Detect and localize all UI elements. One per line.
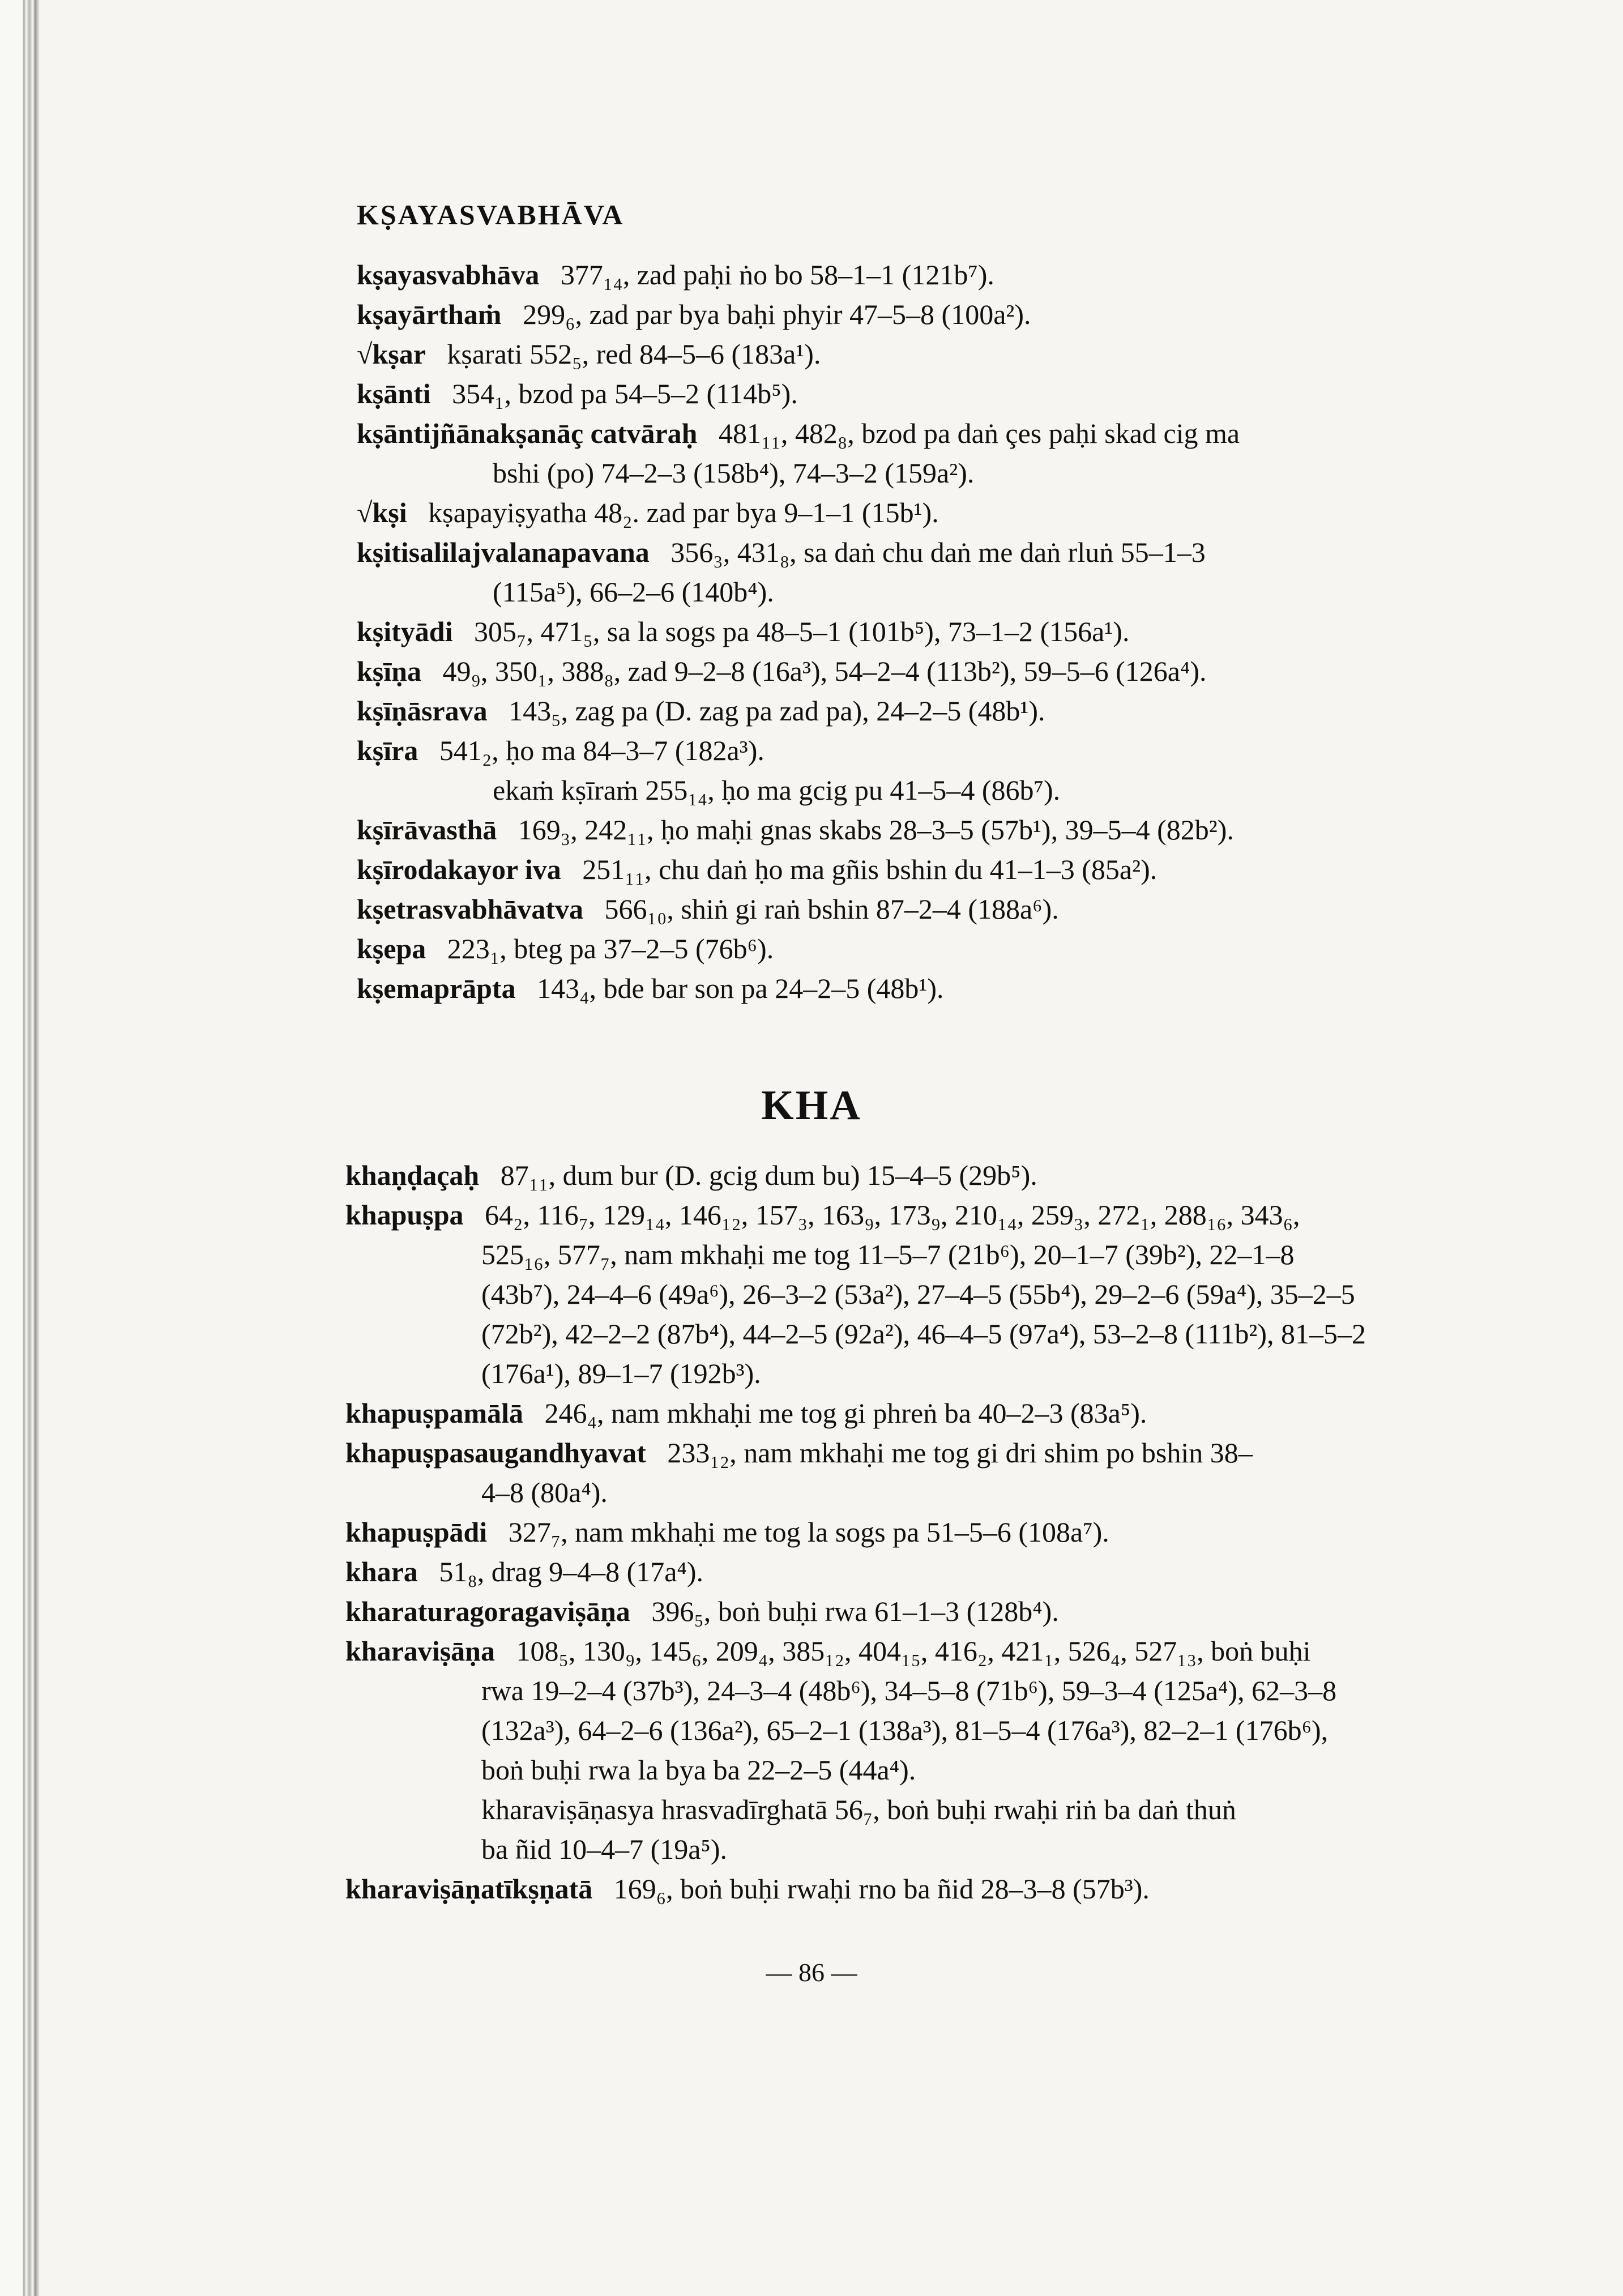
entry-text: 108₅, 130₉, 145₆, 209₄, 385₁₂, 404₁₅, 416₂, 421₁, 526₄, 527₁₃, boṅ buḥi — [494, 1635, 1311, 1667]
page-number: — 86 — — [766, 1958, 857, 1987]
entry-text: 64₂, 116₇, 129₁₄, 146₁₂, 157₃, 163₉, 173₉, 210₁₄, 259₃, 272₁, 288₁₆, 343₆, — [463, 1199, 1300, 1231]
headword: kṣīṇa — [357, 655, 421, 687]
dictionary-entry — [357, 374, 1495, 413]
dictionary-entry — [357, 651, 1495, 691]
headword: kṣetrasvabhāvatva — [357, 893, 584, 925]
entry-line — [345, 1512, 1501, 1552]
dictionary-entry — [357, 334, 1495, 374]
entry-text: 305₇, 471₅, sa la sogs pa 48–5–1 (101b⁵), 73–1–2 (156a¹). — [452, 616, 1130, 647]
dictionary-entry — [357, 889, 1495, 929]
entry-text: 377₁₄, zad paḥi ṅo bo 58–1–1 (121b⁷). — [539, 259, 994, 291]
entry-text: 51₈, drag 9–4–8 (17a⁴). — [417, 1556, 704, 1587]
entry-text: 169₆, boṅ buḥi rwaḥi rno ba ñid 28–3–8 (57b³). — [592, 1873, 1150, 1905]
entry-continuation: ba ñid 10–4–7 (19a⁵). — [481, 1833, 728, 1865]
entry-text: 354₁, bzod pa 54–5–2 (114b⁵). — [430, 378, 798, 409]
entry-line — [357, 413, 1495, 453]
dictionary-entry — [357, 968, 1495, 1008]
entry-line — [357, 493, 1495, 532]
entry-text: 356₃, 431₈, sa daṅ chu daṅ me daṅ rluṅ 55–1–3 — [649, 536, 1206, 568]
dictionary-entry — [357, 691, 1495, 731]
headword: khapuṣpādi — [345, 1516, 488, 1548]
headword: khaṇḍaçaḥ — [345, 1159, 480, 1191]
entry-line — [345, 1393, 1501, 1433]
headword: kṣīra — [357, 735, 418, 766]
entry-continuation: 525₁₆, 577₇, nam mkhaḥi me tog 11–5–7 (21b⁶), 20–1–7 (39b²), 22–1–8 — [481, 1239, 1295, 1270]
dictionary-entry — [345, 1433, 1501, 1512]
entry-continuation: (43b⁷), 24–4–6 (49a⁶), 26–3–2 (53a²), 27–4–5 (55b⁴), 29–2–6 (59a⁴), 35–2–5 — [481, 1278, 1355, 1310]
headword: kṣīṇāsrava — [357, 695, 488, 727]
headword: khapuṣpasaugandhyavat — [345, 1437, 646, 1469]
headword: khara — [345, 1556, 418, 1587]
entry-continuation: boṅ buḥi rwa la bya ba 22–2–5 (44a⁴). — [481, 1754, 916, 1786]
entry-line — [357, 731, 1495, 770]
headword: kharaviṣāṇa — [345, 1635, 495, 1667]
entry-continuation: (72b²), 42–2–2 (87b⁴), 44–2–5 (92a²), 46–4–5 (97a⁴), 53–2–8 (111b²), 81–5–2 — [481, 1318, 1366, 1350]
entry-text: kṣapayiṣyatha 48₂. zad par bya 9–1–1 (15b¹). — [407, 497, 939, 528]
entry-text: kṣarati 552₅, red 84–5–6 (183a¹). — [425, 338, 821, 370]
dictionary-entry — [357, 532, 1495, 612]
dictionary-entry — [357, 413, 1495, 493]
dictionary-entry — [357, 295, 1495, 334]
entry-line — [357, 968, 1495, 1008]
entry-line — [357, 532, 1495, 572]
entry-text: 541₂, ḥo ma 84–3–7 (182a³). — [418, 735, 764, 766]
section-title: KHA — [761, 1082, 862, 1129]
entry-text: 327₇, nam mkhaḥi me tog la sogs pa 51–5–6 (108a⁷). — [487, 1516, 1109, 1548]
dictionary-entry — [357, 929, 1495, 968]
entry-line — [357, 691, 1495, 731]
dictionary-entry — [345, 1869, 1501, 1909]
dictionary-entry — [345, 1631, 1501, 1869]
entry-text: 251₁₁, chu daṅ ḥo ma gñis bshin du 41–1–3 (85a²). — [561, 853, 1158, 885]
dictionary-entry — [357, 612, 1495, 651]
dictionary-entry — [345, 1155, 1501, 1195]
entries-ks — [357, 255, 1495, 1008]
headword: √kṣar — [357, 338, 426, 370]
entry-continuation: (115a⁵), 66–2–6 (140b⁴). — [493, 576, 774, 608]
entry-line — [345, 1552, 1501, 1591]
dictionary-entry — [345, 1591, 1501, 1631]
headword: kṣityādi — [357, 616, 453, 647]
entry-text: 481₁₁, 482₈, bzod pa daṅ çes paḥi skad cig ma — [697, 417, 1240, 449]
entry-text: 49₉, 350₁, 388₈, zad 9–2–8 (16a³), 54–2–4 (113b²), 59–5–6 (126a⁴). — [421, 655, 1207, 687]
entry-line — [345, 1195, 1501, 1235]
entry-continuation: (176a¹), 89–1–7 (192b³). — [481, 1358, 761, 1389]
entry-text: 246₄, nam mkhaḥi me tog gi phreṅ ba 40–2–3 (83a⁵). — [523, 1397, 1147, 1429]
entry-line — [357, 810, 1495, 850]
running-header: KṢAYASVABHĀVA — [357, 199, 625, 231]
entry-text: 143₅, zag pa (D. zag pa zad pa), 24–2–5 (48b¹). — [487, 695, 1045, 727]
headword: kṣepa — [357, 933, 426, 965]
book-binding-edge — [0, 0, 62, 2296]
entry-line — [357, 850, 1495, 889]
dictionary-entry — [345, 1512, 1501, 1552]
entry-text: 143₄, bde bar son pa 24–2–5 (48b¹). — [515, 972, 944, 1004]
entry-line — [357, 295, 1495, 334]
entry-line — [357, 374, 1495, 413]
entry-line — [357, 612, 1495, 651]
dictionary-entry — [357, 493, 1495, 532]
entry-continuation: bshi (po) 74–2–3 (158b⁴), 74–3–2 (159a²). — [493, 457, 975, 489]
headword: kṣitisalilajvalanapavana — [357, 536, 650, 568]
headword: kharaviṣāṇatīkṣṇatā — [345, 1873, 593, 1905]
entries-kha — [345, 1155, 1501, 1909]
entry-line — [357, 929, 1495, 968]
entry-text: 169₃, 242₁₁, ḥo maḥi gnas skabs 28–3–5 (57b¹), 39–5–4 (82b²). — [497, 814, 1234, 846]
entry-line — [357, 651, 1495, 691]
entry-text: 396₅, boṅ buḥi rwa 61–1–3 (128b⁴). — [630, 1595, 1059, 1627]
headword: kṣīrāvasthā — [357, 814, 497, 846]
headword: √kṣi — [357, 497, 407, 528]
entry-continuation: rwa 19–2–4 (37b³), 24–3–4 (48b⁶), 34–5–8 (71b⁶), 59–3–4 (125a⁴), 62–3–8 — [481, 1675, 1337, 1706]
entry-continuation: (132a³), 64–2–6 (136a²), 65–2–1 (138a³), 81–5–4 (176a³), 82–2–1 (176b⁶), — [481, 1714, 1329, 1746]
dictionary-entry — [357, 255, 1495, 295]
headword: kṣānti — [357, 378, 431, 409]
dictionary-entry — [345, 1195, 1501, 1393]
entry-continuation: 4–8 (80a⁴). — [481, 1476, 608, 1508]
entry-line — [345, 1631, 1501, 1671]
headword: kharaturagoragaviṣāṇa — [345, 1595, 630, 1627]
entry-text: 299₆, zad par bya baḥi phyir 47–5–8 (100a²). — [501, 298, 1031, 330]
entry-continuation: ekaṁ kṣīraṁ 255₁₄, ḥo ma gcig pu 41–5–4 (86b⁷). — [493, 774, 1061, 806]
entry-text: 87₁₁, dum bur (D. gcig dum bu) 15–4–5 (29b⁵). — [479, 1159, 1037, 1191]
entry-line — [345, 1433, 1501, 1473]
dictionary-entry — [357, 731, 1495, 810]
entry-text: 233₁₂, nam mkhaḥi me tog gi dri shim po bshin 38– — [646, 1437, 1253, 1469]
entry-line — [357, 255, 1495, 295]
entry-line — [345, 1869, 1501, 1909]
dictionary-entry — [345, 1552, 1501, 1591]
headword: kṣemaprāpta — [357, 972, 516, 1004]
dictionary-entry — [357, 850, 1495, 889]
entry-line — [357, 889, 1495, 929]
headword: kṣayasvabhāva — [357, 259, 540, 291]
dictionary-entry — [345, 1393, 1501, 1433]
headword: khapuṣpamālā — [345, 1397, 524, 1429]
entry-line — [357, 334, 1495, 374]
headword: khapuṣpa — [345, 1199, 464, 1231]
headword: kṣāntijñānakṣanāç catvāraḥ — [357, 417, 698, 449]
headword: kṣayārthaṁ — [357, 298, 502, 330]
entry-continuation: kharaviṣāṇasya hrasvadīrghatā 56₇, boṅ buḥi rwaḥi riṅ ba daṅ thuṅ — [481, 1794, 1236, 1825]
headword: kṣīrodakayor iva — [357, 853, 561, 885]
entry-line — [345, 1591, 1501, 1631]
entry-text: 566₁₀, shiṅ gi raṅ bshin 87–2–4 (188a⁶). — [583, 893, 1059, 925]
entry-line — [345, 1155, 1501, 1195]
entry-text: 223₁, bteg pa 37–2–5 (76b⁶). — [426, 933, 774, 965]
dictionary-entry — [357, 810, 1495, 850]
